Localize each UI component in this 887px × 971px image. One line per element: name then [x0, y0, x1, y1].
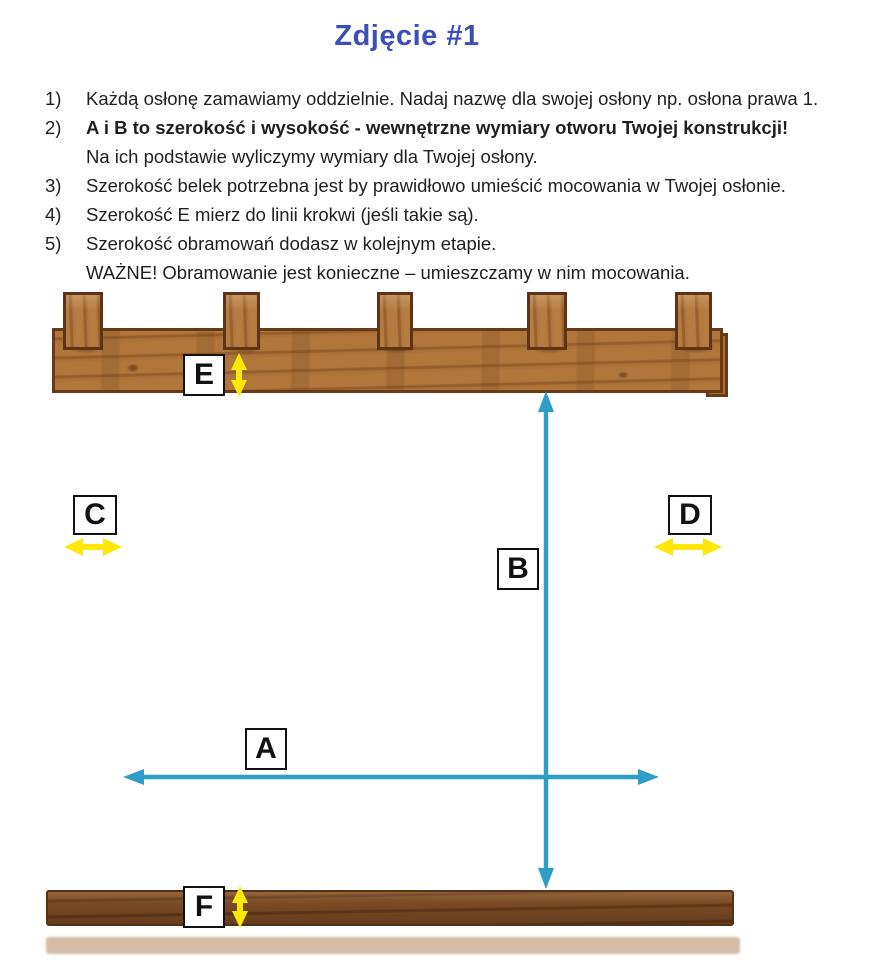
rafter — [63, 292, 103, 350]
arrow-c-head-left — [64, 538, 83, 556]
arrow-c-head-right — [103, 538, 122, 556]
item-number — [45, 142, 86, 171]
dimension-label-b: B — [497, 548, 539, 590]
arrow-c-post-width — [64, 538, 122, 556]
dimension-label-f: F — [183, 886, 225, 928]
bottom-beam — [46, 890, 734, 926]
arrow-a-width — [123, 769, 659, 785]
item-text: Szerokość E mierz do linii krokwi (jeśli takie są). — [86, 204, 479, 225]
instruction-item — [45, 171, 845, 200]
arrow-d-post-width — [654, 538, 722, 556]
item-number — [45, 258, 86, 287]
rafter — [223, 292, 260, 350]
instruction-item — [45, 84, 845, 113]
item-number: 5) — [45, 233, 62, 254]
arrow-d-head-left — [654, 538, 673, 556]
item-text: Szerokość obramowań dodasz w kolejnym etapie. — [86, 233, 497, 254]
item-number: 2) — [45, 117, 62, 138]
instruction-item — [45, 200, 845, 229]
instructions-list — [45, 84, 845, 287]
arrow-b-head-top — [538, 391, 554, 412]
dimension-label-d: D — [668, 495, 712, 535]
arrow-b-height — [538, 391, 554, 889]
arrow-a-head-left — [123, 769, 144, 785]
item-number: 1) — [45, 88, 62, 109]
pergola-frame-diagram — [0, 285, 887, 971]
item-text: Każdą osłonę zamawiamy oddzielnie. Nadaj nazwę dla swojej osłony np. osłona prawa 1. — [86, 88, 819, 109]
arrow-b-head-bottom — [538, 868, 554, 889]
page-title: Zdjęcie #1 — [334, 20, 480, 52]
item-number: 3) — [45, 175, 62, 196]
arrow-a-head-right — [638, 769, 659, 785]
rafter — [675, 292, 712, 350]
instruction-item-continuation — [45, 258, 845, 287]
rafter — [377, 292, 413, 350]
dimension-label-e: E — [183, 354, 225, 396]
dimension-label-c: C — [73, 495, 117, 535]
instruction-item — [45, 113, 845, 142]
dimension-label-a: A — [245, 728, 287, 770]
rafter — [527, 292, 567, 350]
item-text: WAŻNE! Obramowanie jest konieczne – umieszczamy w nim mocowania. — [86, 262, 690, 283]
item-text: A i B to szerokość i wysokość - wewnętrzne wymiary otworu Twojej konstrukcji! — [86, 117, 789, 138]
item-text: Na ich podstawie wyliczymy wymiary dla Twojej osłony. — [86, 146, 538, 167]
instruction-item-continuation — [45, 142, 845, 171]
bottom-beam-shadow — [46, 937, 740, 954]
arrow-d-head-right — [703, 538, 722, 556]
item-number: 4) — [45, 204, 62, 225]
item-text: Szerokość belek potrzebna jest by prawidłowo umieścić mocowania w Twojej osłonie. — [86, 175, 786, 196]
instruction-item — [45, 229, 845, 258]
